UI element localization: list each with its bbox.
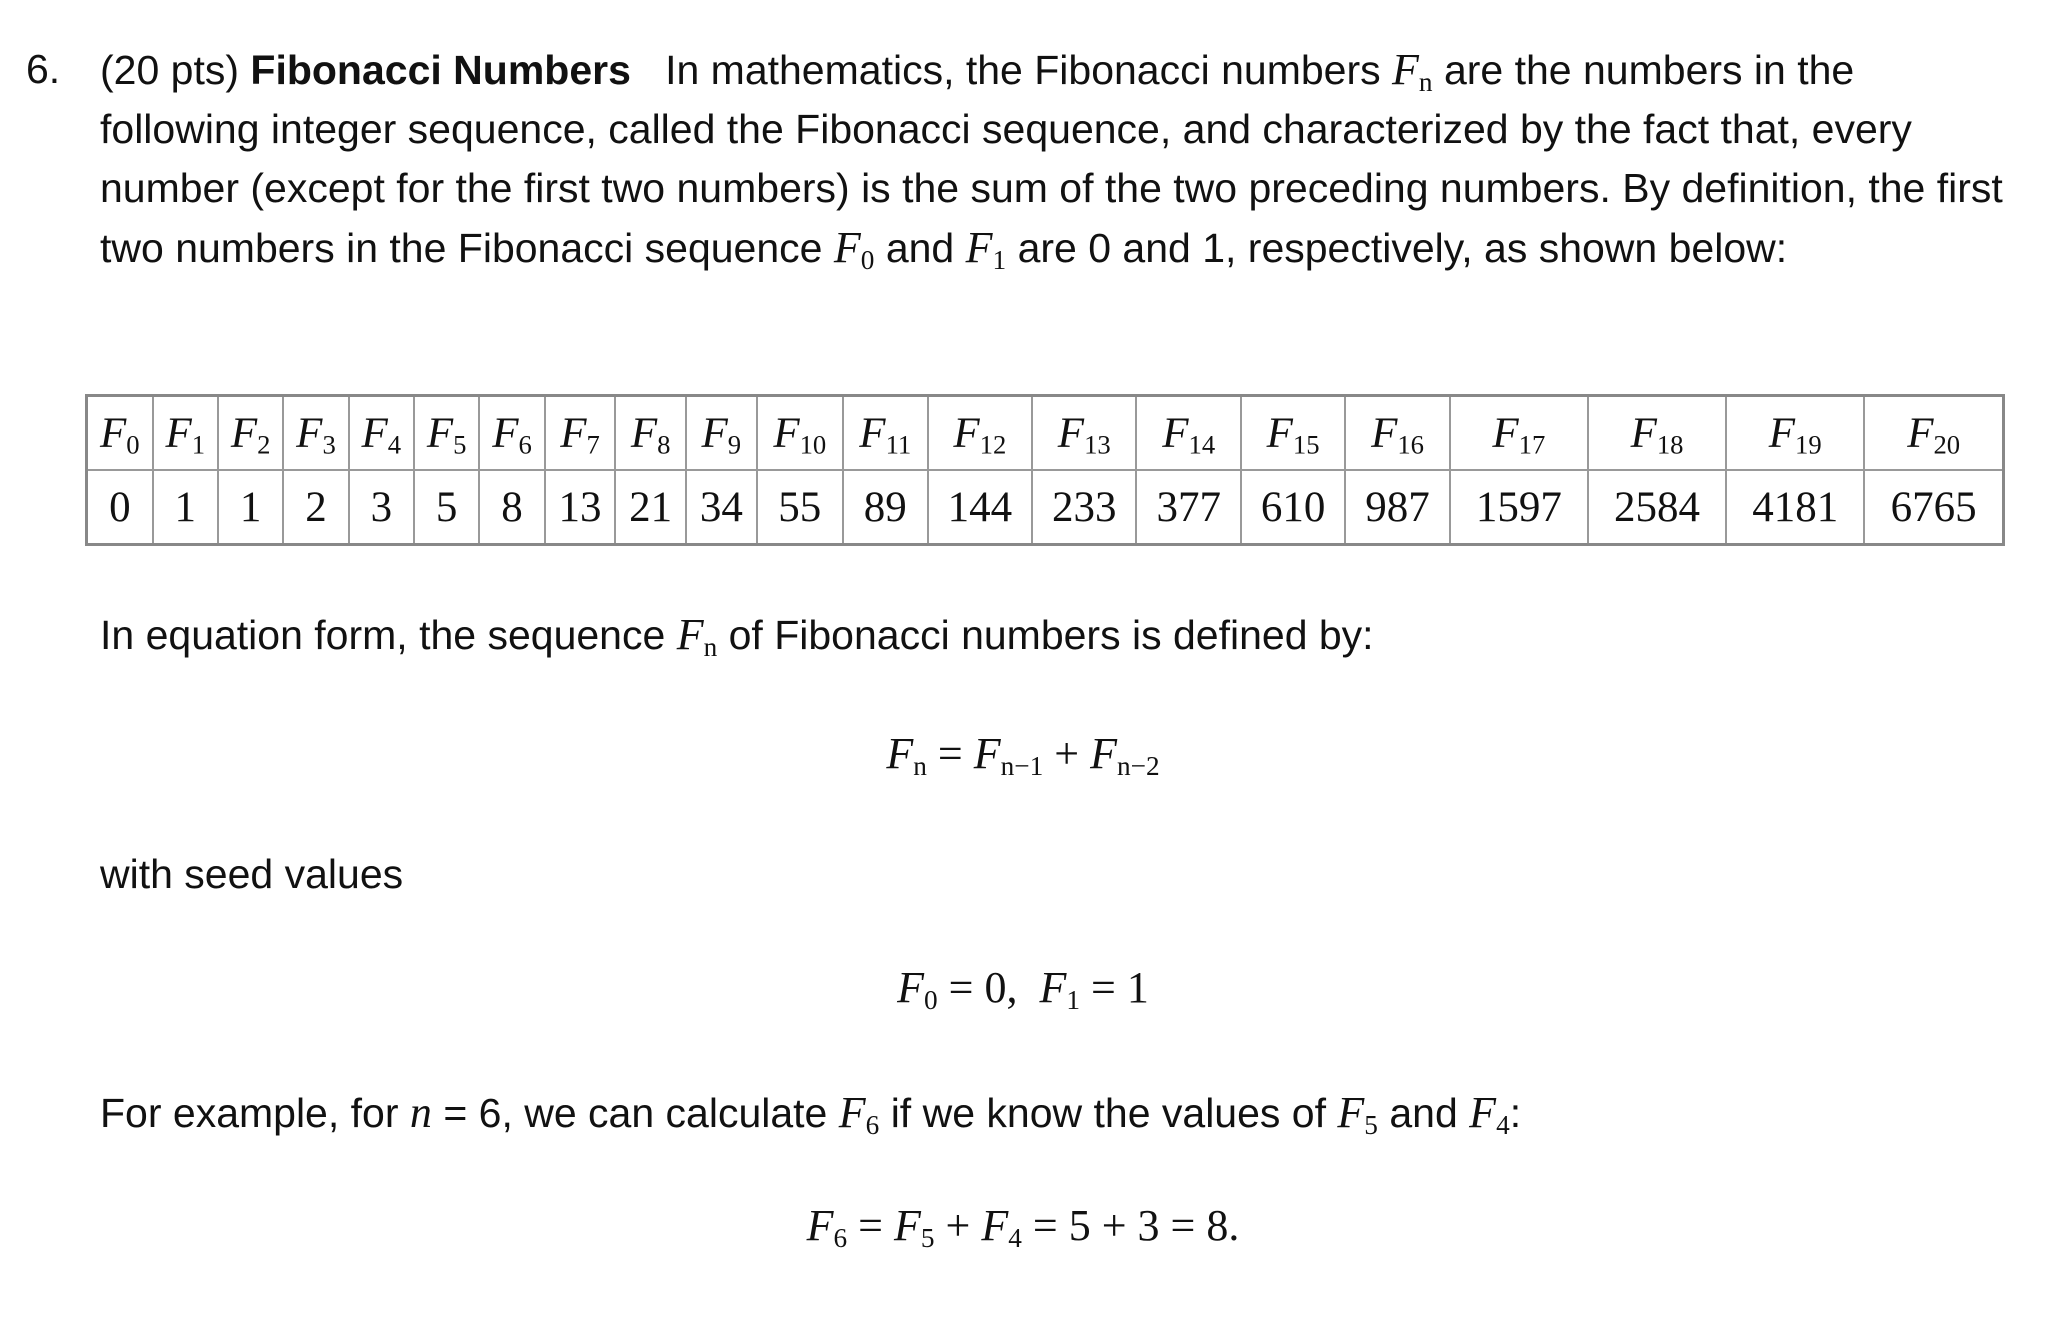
problem-title: Fibonacci Numbers (250, 47, 631, 93)
table-header-cell: $F_6$ (479, 396, 544, 471)
table-header-cell: $F_{17}$ (1450, 396, 1588, 471)
table-header-cell: $F_{16}$ (1345, 396, 1449, 471)
table-value-cell: 3 (349, 470, 414, 545)
table-value-cell: 377 (1136, 470, 1240, 545)
table-value-cell: 6765 (1864, 470, 2003, 545)
recurrence-equation: $F_n = F_{n-1} + F_{n-2}$ (886, 729, 1160, 781)
table-value-cell: 0 (87, 470, 153, 545)
table-header-cell: $F_{19}$ (1726, 396, 1864, 471)
table-value-cell: 8 (479, 470, 544, 545)
table-header-row (87, 396, 2004, 471)
table-value-cell: 89 (843, 470, 928, 545)
table-value-cell: 1 (218, 470, 283, 545)
table-header-cell: $F_9$ (686, 396, 757, 471)
table-header-cell: $F_2$ (218, 396, 283, 471)
table-value-cell: 55 (757, 470, 843, 545)
fibonacci-table (85, 394, 2005, 546)
table-value-cell: 610 (1241, 470, 1345, 545)
table-value-cell: 5 (414, 470, 479, 545)
text: In equation form, the sequence (100, 612, 666, 658)
table-header-cell: $F_1$ (153, 396, 218, 471)
intro-text: In mathematics, the Fibonacci numbers (665, 47, 1381, 93)
seed-label: with seed values (100, 851, 404, 897)
table-value-cell: 2 (283, 470, 348, 545)
problem-intro: (20 pts) Fibonacci Numbers In mathematics, the Fibonacci numbers $F_n$ are the numbers in the following integer sequence, called the Fibonacci sequence, and characterized by the fact that, every number (except for the first two numbers) is the sum of the two preceding numbers. By definition, the first two numbers in the Fibonacci sequence $F_0$ and $F_1$ are 0 and 1, respectively, as shown below: (100, 45, 2003, 275)
table-header-cell: $F_{20}$ (1864, 396, 2003, 471)
table-value-cell: 13 (545, 470, 616, 545)
intro-text: are 0 and 1, respectively, as shown below: (1017, 225, 1788, 271)
problem-number: 6. (26, 46, 61, 92)
intro-text: and (885, 225, 955, 271)
table-value-cell: 2584 (1588, 470, 1726, 545)
text: of Fibonacci numbers is defined by: (728, 612, 1374, 658)
table-header-cell: $F_{15}$ (1241, 396, 1345, 471)
table-value-cell: 1597 (1450, 470, 1588, 545)
table-header-cell: $F_7$ (545, 396, 616, 471)
table-header-cell: $F_8$ (615, 396, 686, 471)
points: (20 pts) (100, 47, 239, 93)
seed-equation: $F_0 = 0$, $F_1 = 1$ (897, 963, 1149, 1015)
table-value-cell: 21 (615, 470, 686, 545)
table-value-cell: 1 (153, 470, 218, 545)
example-text: For example, for n = 6, we can calculate $F_6$ if we know the values of $F_5$ and $F_4$: (100, 1088, 1522, 1140)
table-value-cell: 144 (928, 470, 1032, 545)
table-value-cell: 4181 (1726, 470, 1864, 545)
table-header-cell: $F_3$ (283, 396, 348, 471)
table-header-cell: $F_4$ (349, 396, 414, 471)
table-header-cell: $F_{11}$ (843, 396, 928, 471)
math-Fn: $F_n$ (1392, 45, 1433, 97)
table-header-cell: $F_5$ (414, 396, 479, 471)
table-value-cell: 987 (1345, 470, 1449, 545)
equation-intro: In equation form, the sequence $F_n$ of Fibonacci numbers is defined by: (100, 610, 1374, 662)
table-value-row (87, 470, 2004, 545)
table-value-cell: 34 (686, 470, 757, 545)
table-value-cell: 233 (1032, 470, 1136, 545)
intro-text: are the numbers in the following integer sequence, called the Fibonacci sequence, and characterized by the fact that, every number (except for the first two numbers) is the sum of the two preceding numbers. By definition, the first two numbers in the Fibonacci sequence (100, 47, 2003, 271)
table-header-cell: $F_0$ (87, 396, 153, 471)
table-header-cell: $F_{10}$ (757, 396, 843, 471)
table-header-cell: $F_{12}$ (928, 396, 1032, 471)
table-header-cell: $F_{18}$ (1588, 396, 1726, 471)
table-header-cell: $F_{14}$ (1136, 396, 1240, 471)
table-header-cell: $F_{13}$ (1032, 396, 1136, 471)
example-equation: $F_6 = F_5 + F_4 = 5 + 3 = 8$. (806, 1201, 1240, 1253)
